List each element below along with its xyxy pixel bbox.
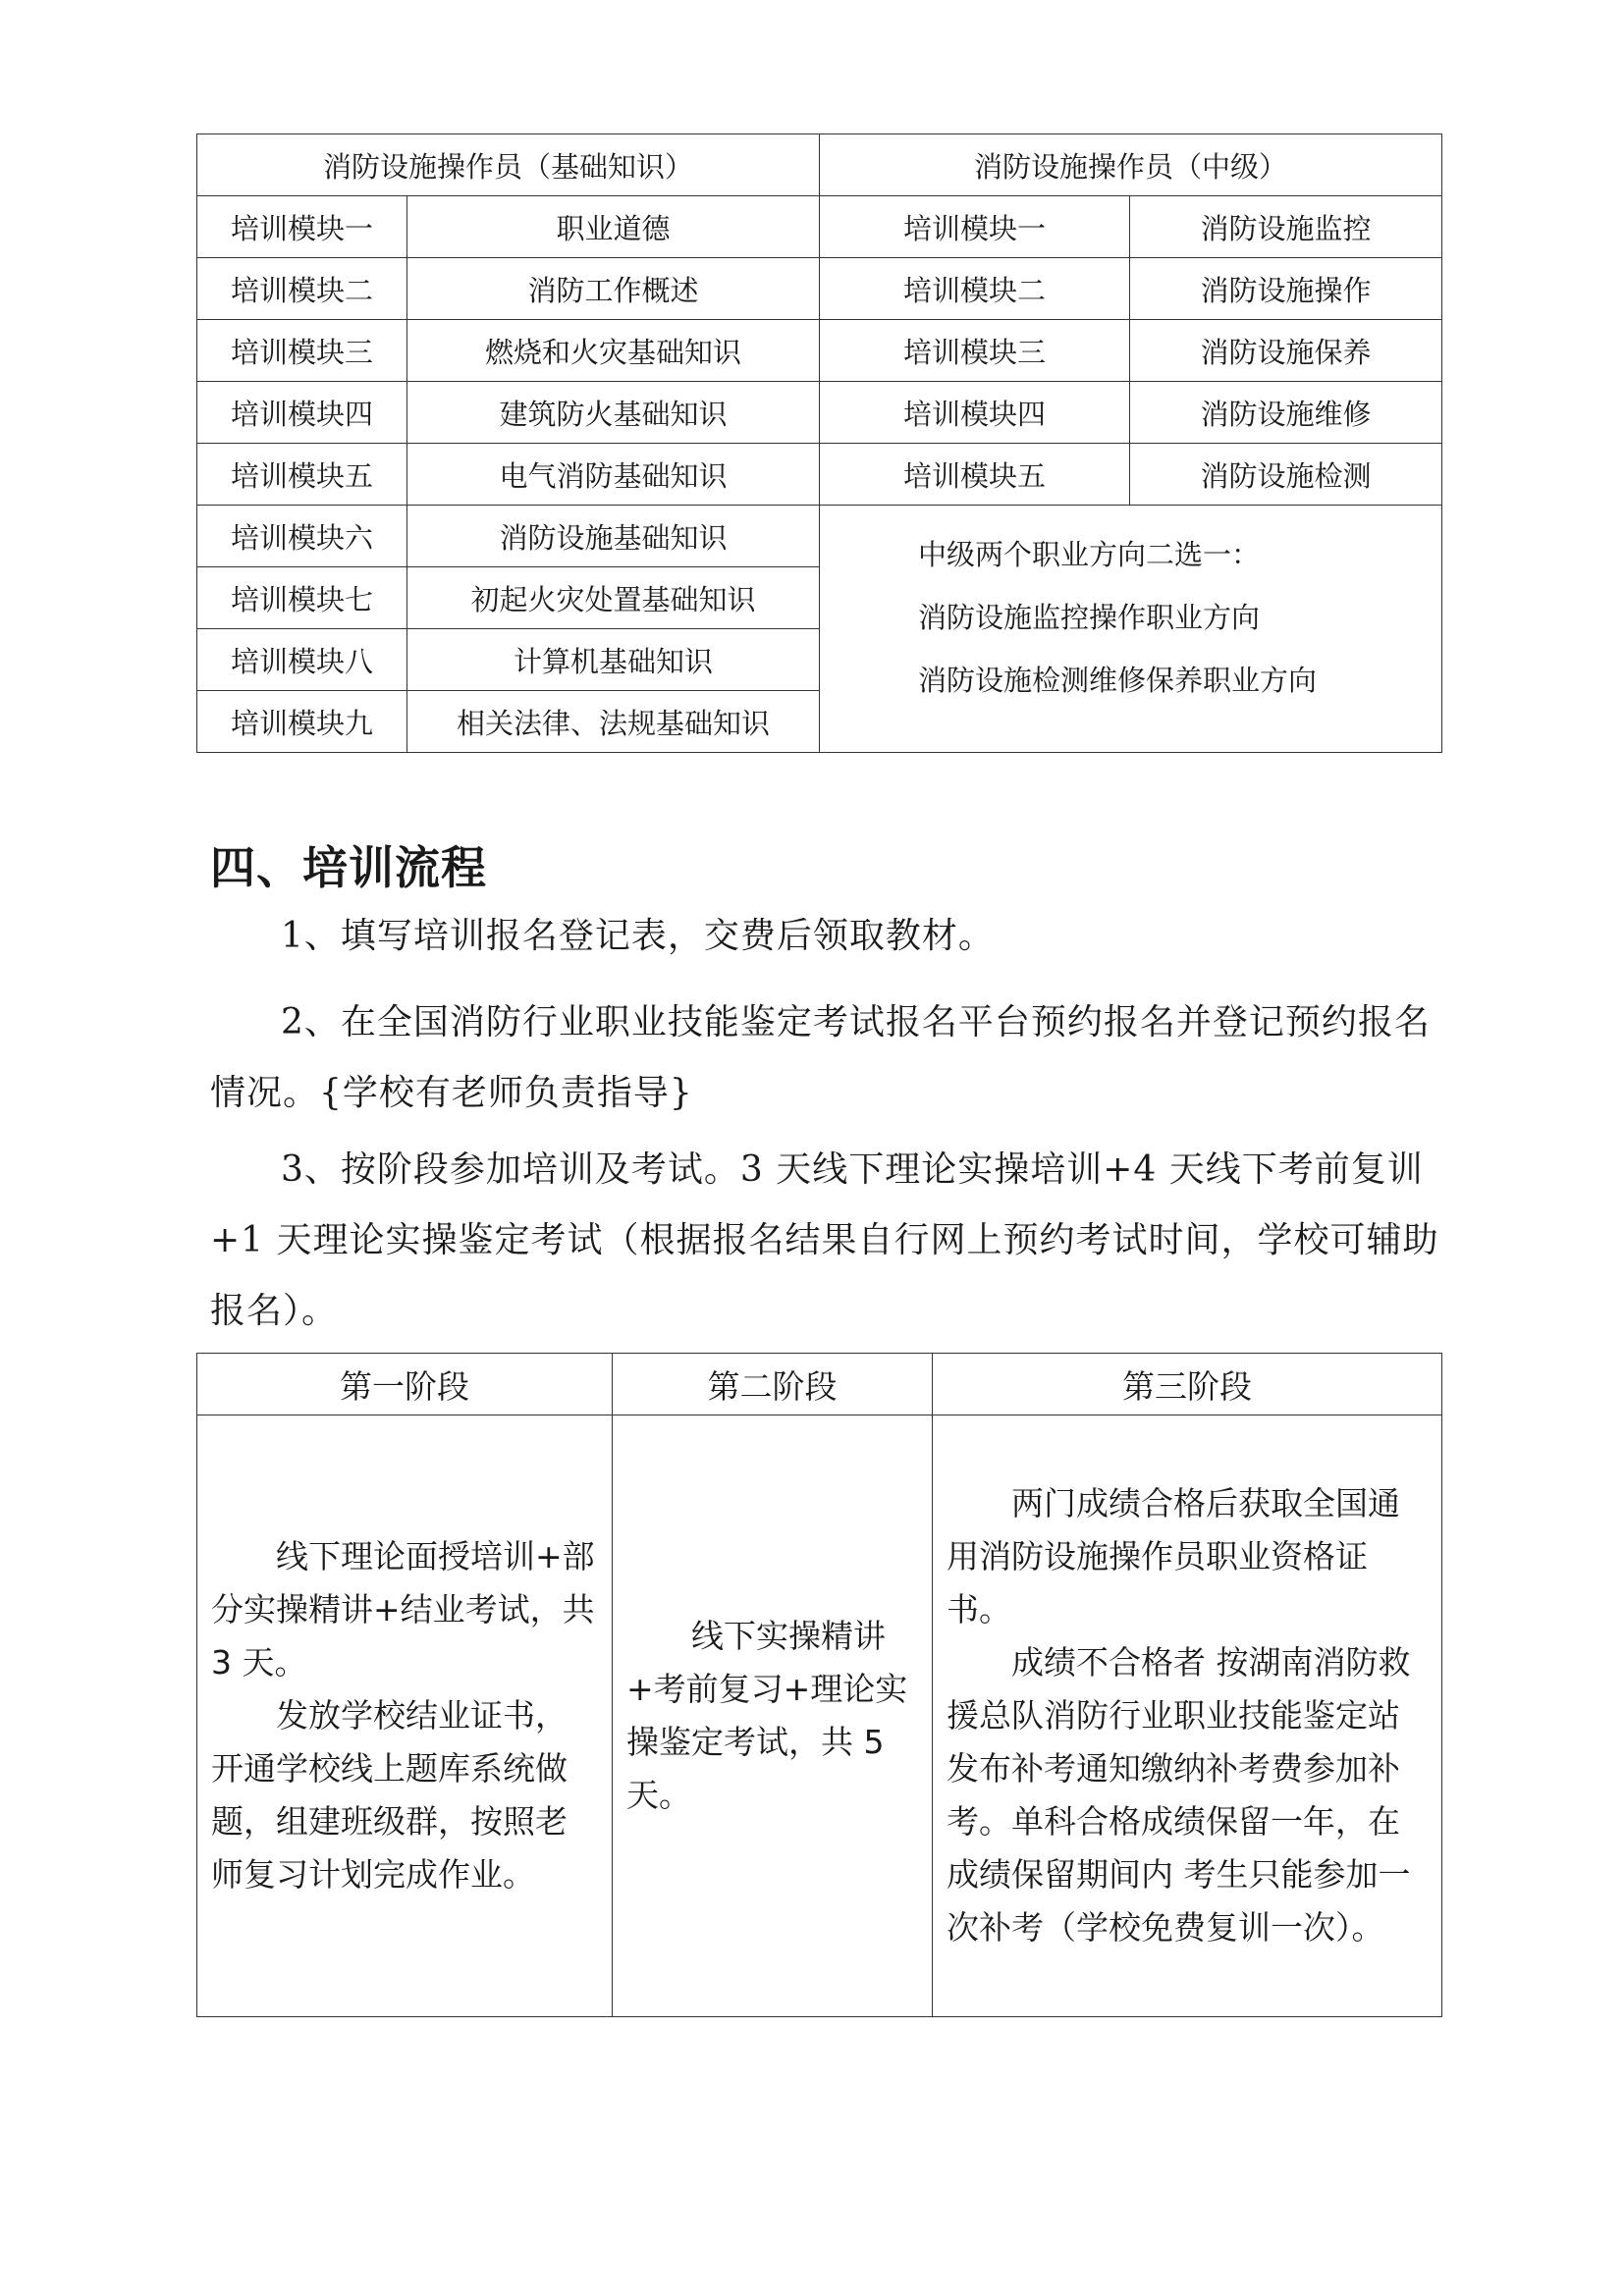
table-row: [197, 196, 1442, 258]
table-header-row: [197, 1354, 1442, 1415]
stage-3-header: 第三阶段: [933, 1354, 1442, 1415]
stage-1-text: 线下理论面授培训+部分实操精讲+结业考试，共 3 天。: [211, 1537, 595, 1682]
intermediate-module-name: 消防设施监控: [1130, 196, 1442, 258]
basic-module-name: 职业道德: [407, 196, 820, 258]
stage-3-text: 两门成绩合格后获取全国通用消防设施操作员职业资格证书。: [947, 1484, 1400, 1629]
basic-module-name: 初起火灾处置基础知识: [407, 567, 820, 629]
training-stages-table: [196, 1353, 1442, 2017]
intermediate-module-number: 培训模块四: [820, 382, 1130, 444]
stage-2-cell: [613, 1415, 933, 2017]
intermediate-direction-notes: [820, 506, 1442, 753]
basic-module-name: 建筑防火基础知识: [407, 382, 820, 444]
stage-1-text: 发放学校结业证书，开通学校线上题库系统做题，组建班级群，按照老师复习计划完成作业。: [211, 1696, 568, 1894]
basic-module-name: 消防工作概述: [407, 258, 820, 320]
intermediate-module-number: 培训模块一: [820, 196, 1130, 258]
table-header-row: [197, 134, 1442, 196]
table-row: [197, 444, 1442, 506]
intermediate-module-number: 培训模块五: [820, 444, 1130, 506]
stage-2-header: 第二阶段: [613, 1354, 933, 1415]
basic-module-number: 培训模块五: [197, 444, 407, 506]
process-step-2: 2、在全国消防行业职业技能鉴定考试报名平台预约报名并登记预约报名情况。{学校有老师负责指导}: [210, 1002, 1431, 1113]
table-row: [197, 382, 1442, 444]
basic-knowledge-header: 消防设施操作员（基础知识）: [197, 134, 820, 196]
table-row: [197, 506, 1442, 567]
table-row: [197, 320, 1442, 382]
basic-module-number: 培训模块九: [197, 691, 407, 753]
intermediate-module-number: 培训模块二: [820, 258, 1130, 320]
basic-module-number: 培训模块八: [197, 629, 407, 691]
notes-line: 消防设施监控操作职业方向: [918, 601, 1261, 634]
stage-1-cell: [197, 1415, 613, 2017]
notes-line: 中级两个职业方向二选一：: [918, 538, 1261, 571]
basic-module-number: 培训模块七: [197, 567, 407, 629]
intermediate-module-name: 消防设施维修: [1130, 382, 1442, 444]
basic-module-number: 培训模块四: [197, 382, 407, 444]
stage-1-header: 第一阶段: [197, 1354, 613, 1415]
basic-module-name: 电气消防基础知识: [407, 444, 820, 506]
training-modules-table: [196, 133, 1442, 753]
basic-module-number: 培训模块一: [197, 196, 407, 258]
stage-3-cell: [933, 1415, 1442, 2017]
process-step-3: 3、按阶段参加培训及考试。3 天线下理论实操培训+4 天线下考前复训+1 天理论实操鉴定考试（根据报名结果自行网上预约考试时间，学校可辅助报名）。: [210, 1149, 1439, 1331]
basic-module-name: 计算机基础知识: [407, 629, 820, 691]
basic-module-number: 培训模块二: [197, 258, 407, 320]
basic-module-name: 相关法律、法规基础知识: [407, 691, 820, 753]
intermediate-module-name: 消防设施操作: [1130, 258, 1442, 320]
intermediate-module-name: 消防设施保养: [1130, 320, 1442, 382]
basic-module-name: 消防设施基础知识: [407, 506, 820, 567]
section-heading: 四、培训流程: [210, 841, 487, 894]
basic-module-name: 燃烧和火灾基础知识: [407, 320, 820, 382]
basic-module-number: 培训模块六: [197, 506, 407, 567]
table-row: [197, 258, 1442, 320]
intermediate-header: 消防设施操作员（中级）: [820, 134, 1442, 196]
stage-3-text: 成绩不合格者 按湖南消防救援总队消防行业职业技能鉴定站发布补考通知缴纳补考费参加补考。单科合格成绩保留一年，在成绩保留期间内 考生只能参加一次补考（学校免费复训一次）。: [947, 1643, 1411, 1947]
intermediate-module-number: 培训模块三: [820, 320, 1130, 382]
notes-line: 消防设施检测维修保养职业方向: [918, 664, 1318, 697]
intermediate-module-name: 消防设施检测: [1130, 444, 1442, 506]
basic-module-number: 培训模块三: [197, 320, 407, 382]
stage-2-text: 线下实操精讲+考前复习+理论实操鉴定考试，共 5 天。: [626, 1617, 908, 1814]
table-row: [197, 1415, 1442, 2017]
process-step-1: 1、填写培训报名登记表，交费后领取教材。: [281, 916, 995, 956]
